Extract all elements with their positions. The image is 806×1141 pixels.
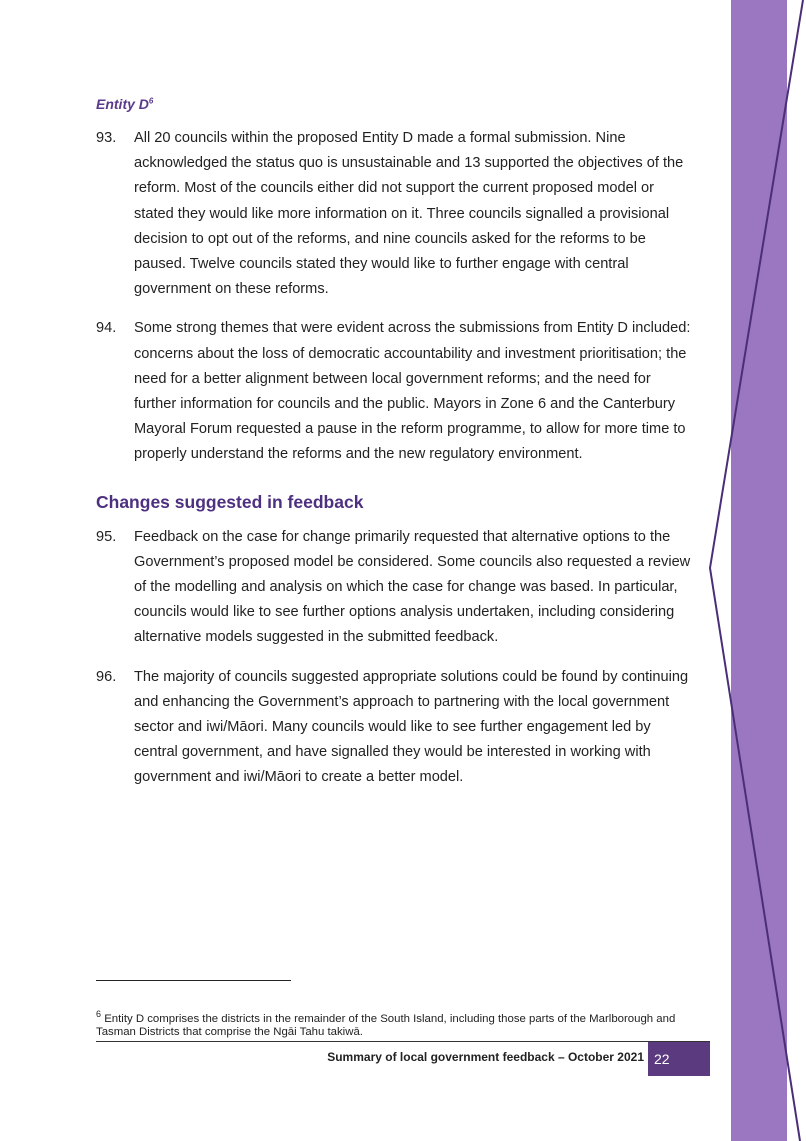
paragraph-text: The majority of councils suggested appropriate solutions could be found by continuing and enhancing the Government’s approach to partnering with the local government sector and iwi/Māori. Many councils would like to see further engagement led by central government, and have signalled they would be interested in working with government and iwi/Māori to create a better model.	[134, 668, 689, 786]
footnote-divider	[96, 980, 291, 981]
paragraph-number: 93.	[96, 130, 117, 146]
entity-heading: Entity $D^6$	[96, 96, 154, 112]
footnote-text: Entity D comprises the districts in the remainder of the South Island, including those parts of the Marlborough and Tasman Districts that comprise the Ngāi Tahu takiwā.	[96, 1012, 676, 1038]
footnote-number: 6	[96, 1009, 102, 1019]
paragraph-text: All 20 councils within the proposed Entity D made a formal submission. Nine acknowledged the status quo is unsustainable and 13 supported the objectives of the reform. Most of the councils either did not support the current proposed model or stated they would like more information on it. Three councils signalled a provisional decision to opt out of the reforms, and nine councils asked for the reforms to be paused. Twelve councils stated they would like to further engage with central government on these reforms.	[134, 130, 684, 298]
footnote-ref: 6	[148, 96, 154, 106]
decorative-chevron-line	[700, 0, 806, 1141]
paragraph-number: 96.	[96, 668, 117, 685]
footnote	[96, 1008, 714, 1039]
main-content	[96, 96, 696, 805]
paragraph-number: 94.	[96, 320, 117, 337]
footer-title: Summary of local government feedback – October 2021	[327, 1050, 644, 1064]
paragraph-96	[96, 665, 696, 791]
paragraph-95	[96, 525, 696, 651]
paragraph-93	[96, 126, 696, 302]
footer-divider	[96, 1041, 710, 1042]
page-number: 22	[648, 1042, 710, 1076]
paragraph-94	[96, 316, 696, 467]
section-heading: Changes suggested in feedback	[96, 491, 364, 512]
paragraph-text: Feedback on the case for change primarily requested that alternative options to the Government’s proposed model be considered. Some councils also requested a review of the modelling and analysis on which the case for change was based. In particular, councils would like to see further options analysis undertaken, including considering alternative models suggested in the submitted feedback.	[134, 528, 691, 646]
paragraph-number: 95.	[96, 528, 117, 545]
paragraph-text: Some strong themes that were evident across the submissions from Entity D included: concerns about the loss of democratic accountability and investment prioritisation; the need for a better alignment between local government reforms; and the need for further information for councils and the public. Mayors in Zone 6 and the Canterbury Mayoral Forum requested a pause in the reform programme, to allow for more time to properly understand the reforms and the new regulatory environment.	[134, 320, 691, 463]
